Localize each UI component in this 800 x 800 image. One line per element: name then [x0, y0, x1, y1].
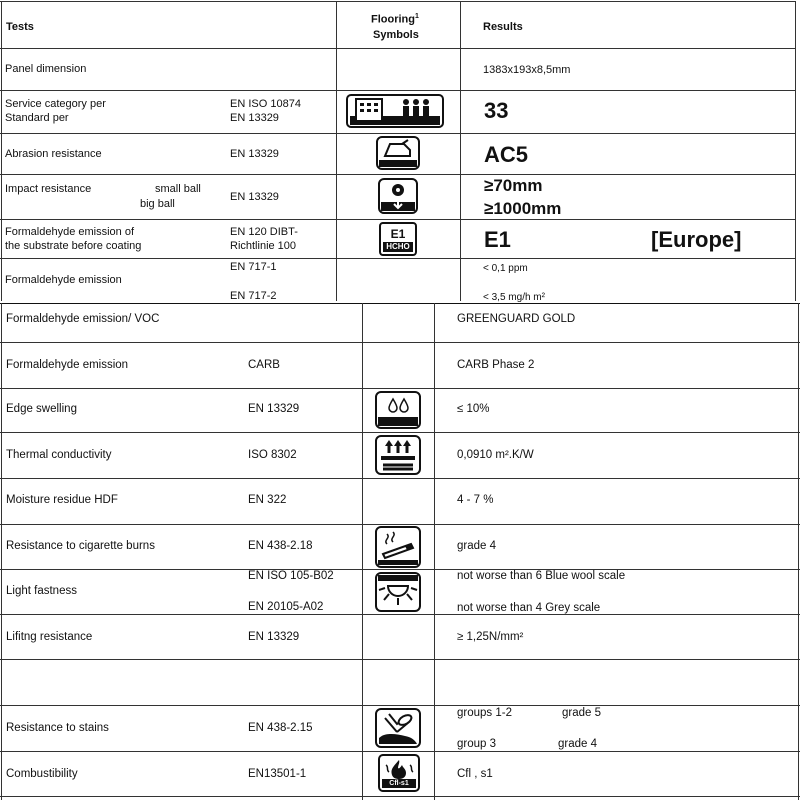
cigarette-icon: [375, 526, 421, 568]
fire-icon: Cfl-s1: [378, 754, 420, 792]
row-divider: [0, 133, 796, 134]
standard-label: ISO 8302: [248, 449, 297, 461]
standard-label: EN 13329: [230, 191, 279, 203]
standard-label: Richtlinie 100: [230, 240, 297, 252]
col-divider: [434, 303, 435, 800]
test-label: Formaldehyde emission/ VOC: [6, 313, 160, 325]
stain-icon: [375, 708, 421, 748]
result-value: Cfl , s1: [457, 768, 493, 780]
test-label: Combustibility: [6, 768, 78, 780]
result-value: 0,0910 m².K/W: [457, 449, 534, 461]
region-label: [Europe]: [651, 227, 742, 252]
standard-label: EN 13329: [248, 403, 300, 415]
row-divider: [0, 478, 800, 479]
row-divider: [0, 432, 800, 433]
result-big: E1: [484, 227, 511, 252]
row-divider: [0, 174, 796, 175]
standard-label: CARB: [248, 359, 280, 371]
result-value: group 3: [457, 738, 497, 750]
top-border: [0, 1, 796, 2]
test-label: Formaldehyde emission: [5, 274, 122, 286]
test-label: Edge swelling: [6, 403, 77, 415]
test-label: Formaldehyde emission: [6, 359, 129, 371]
row-divider: [0, 90, 796, 91]
standard-label: EN 322: [248, 494, 287, 506]
row-divider: [0, 524, 800, 525]
row-divider: [0, 569, 800, 570]
standard-label: EN 438-2.15: [248, 722, 313, 734]
test-label: Thermal conductivity: [6, 449, 112, 461]
test-label: Panel dimension: [5, 63, 87, 75]
result-value: ≤ 10%: [457, 403, 490, 415]
test-label: Service category per: [5, 98, 106, 110]
result-value: groups 1-2: [457, 707, 512, 719]
result-value: GREENGUARD GOLD: [457, 313, 576, 325]
col-divider: [1, 1, 2, 301]
result-value: grade 4: [558, 738, 598, 750]
header-symbols: Symbols: [373, 29, 419, 41]
impact-icon: [378, 178, 418, 214]
result-value: grade 4: [457, 540, 497, 552]
standard-label: EN 717-2: [230, 290, 277, 302]
standard-label: EN ISO 105-B02: [248, 570, 334, 582]
test-label: the substrate before coating: [5, 240, 142, 252]
test-sublabel: big ball: [140, 198, 175, 210]
standard-label: EN 438-2.18: [248, 540, 313, 552]
test-label: Light fastness: [6, 585, 77, 597]
standard-label: EN 13329: [248, 631, 300, 643]
result-value: < 0,1 ppm: [483, 263, 528, 274]
row-divider: [0, 705, 800, 706]
row-divider: [0, 219, 796, 220]
col-divider: [795, 1, 796, 301]
result-value: not worse than 4 Grey scale: [457, 602, 601, 614]
sun-icon: [375, 572, 421, 612]
col-divider: [336, 1, 337, 301]
standard-label: EN 13329: [230, 112, 279, 124]
standard-label: EN ISO 10874: [230, 98, 301, 110]
test-label: Lifitng resistance: [6, 631, 93, 643]
result-big: AC5: [484, 142, 529, 167]
row-divider: [0, 342, 800, 343]
thermal-icon: [375, 435, 421, 475]
standard-label: EN 20105-A02: [248, 601, 324, 613]
test-label: Standard per: [5, 112, 69, 124]
row-divider: [0, 48, 796, 49]
result-value: ≥ 1,25N/mm²: [457, 631, 524, 643]
header-flooring: Flooring$^1$: [371, 13, 419, 26]
col-divider: [798, 303, 799, 800]
row-divider: [0, 614, 800, 615]
row-divider: [0, 388, 800, 389]
result-value: < 3,5 mg/h m²: [483, 292, 545, 303]
test-label: Formaldehyde emission of: [5, 226, 135, 238]
standard-label: EN 13329: [230, 148, 279, 160]
result-big: ≥70mm: [484, 176, 543, 195]
abrasion-icon: [376, 136, 420, 170]
row-divider: [0, 751, 800, 752]
result-big: ≥1000mm: [484, 199, 562, 218]
standard-label: EN 717-1: [230, 261, 277, 273]
result-value: CARB Phase 2: [457, 359, 535, 371]
result-value: not worse than 6 Blue wool scale: [457, 570, 626, 582]
row-divider: [0, 258, 796, 259]
col-divider: [460, 1, 461, 301]
row-divider: [0, 796, 800, 797]
result-value: 1383x193x8,5mm: [483, 64, 571, 76]
test-label: Abrasion resistance: [5, 148, 102, 160]
col-divider: [1, 303, 2, 800]
header-tests: Tests: [6, 21, 34, 33]
result-value: grade 5: [562, 707, 602, 719]
standard-label: EN13501-1: [248, 768, 307, 780]
test-label: Moisture residue HDF: [6, 494, 118, 506]
result-big: 33: [484, 98, 509, 123]
col-divider: [362, 303, 363, 800]
edge-swelling-icon: [375, 391, 421, 429]
test-label: Impact resistance: [5, 183, 92, 195]
test-label: Resistance to cigarette burns: [6, 540, 155, 552]
row-divider: [0, 659, 800, 660]
standard-label: EN 120 DIBT-: [230, 226, 298, 238]
service-category-icon: [346, 94, 444, 128]
test-label: Resistance to stains: [6, 722, 109, 734]
table-border: [0, 303, 800, 304]
e1-hcho-icon: E1 HCHO: [379, 222, 417, 256]
header-results: Results: [483, 21, 523, 33]
result-value: 4 - 7 %: [457, 494, 494, 506]
test-sublabel: small ball: [155, 183, 201, 195]
